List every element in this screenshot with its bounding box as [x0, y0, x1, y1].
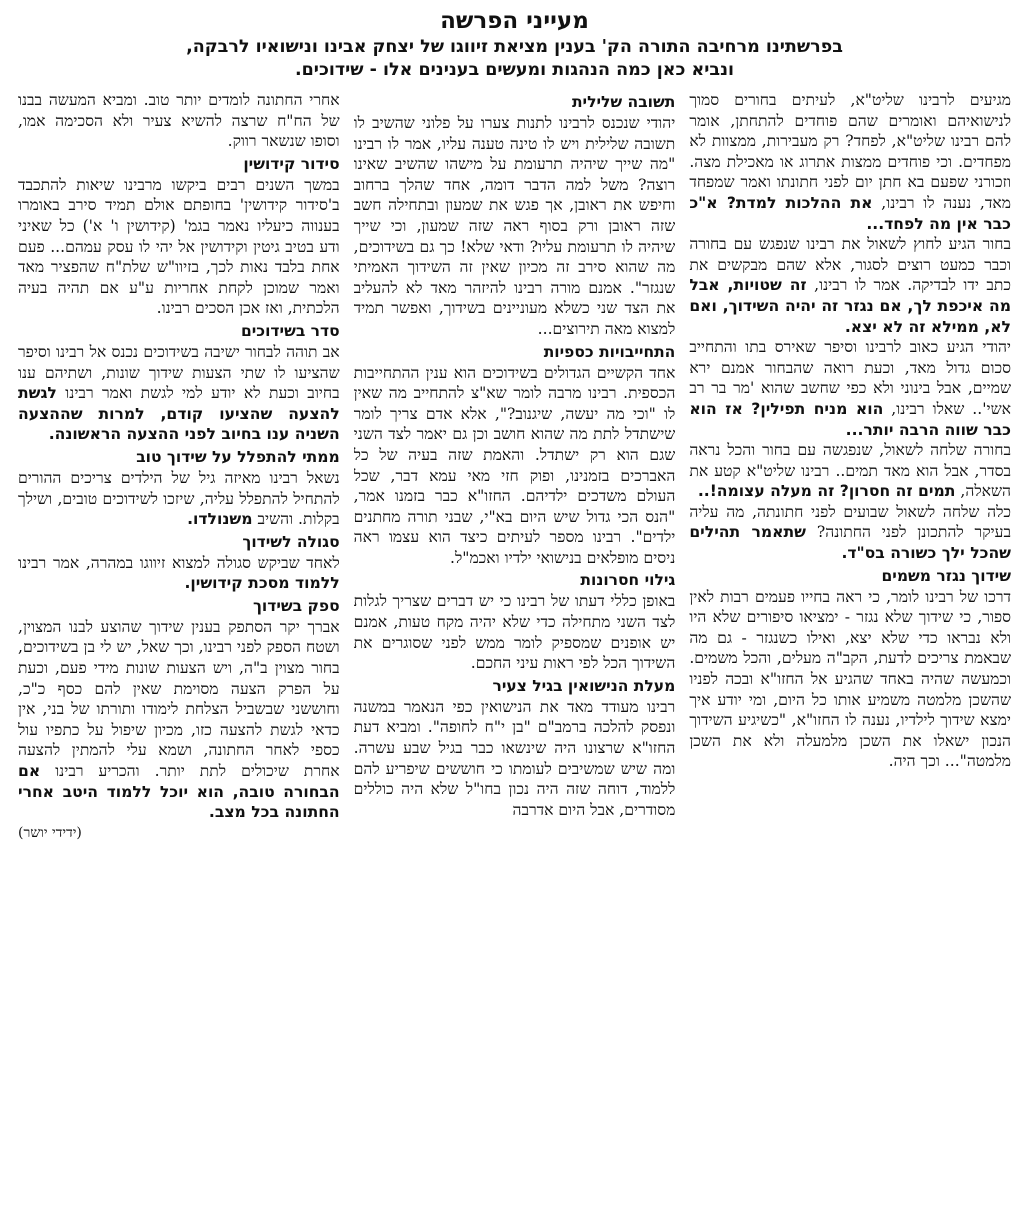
- subtitle-line-1: בפרשתינו מרחיבה התורה הק' בענין מציאת זיווגו של יצחק אבינו ונישואיו לרבקה,: [186, 37, 843, 57]
- section-heading: התחייבויות כספיות: [543, 342, 676, 361]
- article-columns: [18, 90, 1011, 1219]
- paragraph: לאחד שביקש סגולה למצוא זיווגו במהרה, אמר רבינו ללמוד מסכת קידושין.: [17, 553, 340, 593]
- paragraph: רבינו מעודד מאד את הנישואין כפי הנאמר במשנה ונפסק להלכה ברמב"ם "בן י"ח לחופה". ומביא דעת החזו"א שרצונו היה שינשאו כבר בגיל שבע עשרה. ומה שיש שמשיבים לעומתו כי חוששים שיפריע להם ללמוד, דוחה שזה היה נכון בחו"ל שלא היה כוללים מסודרים, אבל היום אדרבה: [353, 697, 676, 819]
- paragraph: מגיעים לרבינו שליט"א, לעיתים בחורים סמוך לנישואיהם ואומרים שהם פוחדים להתחתן, אומר להם רבינו שליט"א, לפחד? רק מעבירות, ממצוות לא מפחדים. וכי פוחדים ממצות אתרוג או מאכילת מצה. וזכורני שפעם בא חתן יום לפני חתונתו ואמר שמפחד מאד, נענה לו רבינו, את ההלכות למדת? א"כ כבר אין מה לפחד...: [689, 91, 1011, 233]
- section-heading: שידוך נגזר משמים: [881, 566, 1011, 585]
- section-heading: סגולה לשידוך: [242, 532, 340, 551]
- section-heading: סדר בשידוכים: [240, 321, 340, 340]
- paragraph: אחרי החתונה לומדים יותר טוב. ומביא המעשה בבנו של הח"ח שרצה להשיא צעיר ולא הסכימה אמו, וסופו שנשאר רווק.: [17, 91, 340, 151]
- paragraph: אברך יקר הסתפק בענין שידוך שהוצע לבנו המצוין, ושטח הספק לפני רבינו, וכך שאל, יש לי בן בשידוכים, בחור מצוין ב"ה, ויש הצעות שונות מידי פעם, וכעת על הפרק הצעה מסוימת שאין להם כסף כ"כ, וחוששני שבשביל הצלחת לימודו ותורתו של בני, אין כדאי לגשת להצעה כזו, מכיון שיפול על כתפיו עול כספי לאחר החתונה, ושמא עלי להמתין להצעה אחרת שיכולים לתת יותר. והכריע רבינו אם הבחורה טובה, הוא יוכל ללמוד היטב אחרי החתונה בכל מצב.: [17, 617, 340, 822]
- section-heading: תשובה שלילית: [571, 93, 676, 111]
- section-heading: ספק בשידוך: [252, 596, 340, 615]
- section-heading: מעלת הנישואין בגיל צעיר: [492, 676, 676, 695]
- paragraph: אחד הקשיים הגדולים בשידוכים הוא ענין ההתחייבות הכספית. רבינו מרבה לומר שא"צ להתחייב מה שאין לו "וכי מה יעשה, שיגנוב?", אלא אדם צריך לומר שישתדל לתת מה שהוא חושב וכן גם יאמר לצד השני שגם הוא רק ישתדל. והאמת שזה בעיה של כל האברכים בזמנינו, ופוק חזי מאי עמא דבר, שכל העולם משדכים ילדיהם. החזו"א כבר בזמנו אמר, "הנס הכי גדול שיש היום בא"י, שבני תורה מחתנים ילדים". רבינו מספר לעיתים כיצד הוא עצמו ראה ניסים מופלאים בנישואי ילדיו ואכמ"ל.: [353, 363, 676, 567]
- paragraph: באופן כללי דעתו של רבינו כי יש דברים שצריך לגלות לצד השני מתחילה כדי שלא יהיה מקח טעות, אמנם יש אופנים שמספיק לומר ממש לפני שסוגרים את השידוך הכל לפי ראות עיני החכם.: [353, 592, 676, 673]
- subtitle-line-2: ונביא כאן כמה הנהגות ומעשים בענינים אלו - שידוכים.: [294, 60, 735, 80]
- paragraph: בחורה שלחה לשאול, שנפגשה עם בחור והכל נראה בסדר, אבל הוא מאד תמים.. רבינו שליט"א קטע את השאלה, תמים זה חסרון? זה מעלה עצומה!..: [689, 441, 1011, 501]
- paragraph: בחור הגיע לחוץ לשאול את רבינו שנפגש עם בחורה וכבר כמעט רוצים לסגור, אלא שהם מבקשים את כתב ידו לבדיקה. אמר לו רבינו, זה שטויות, אבל מה איכפת לך, אם נגזר זה יהיה השידוך, ואם לא, ממילא זה לא יצא.: [689, 235, 1011, 336]
- column-left: [18, 90, 340, 1219]
- section-heading: גילוי חסרונות: [580, 571, 676, 590]
- paragraph: נשאל רבינו מאיזה גיל של הילדים צריכים ההורים להתחיל להתפלל עליה, שיזכו לשידוכים טובים, ושילך בקלות. והשיב משנולדו.: [17, 468, 340, 529]
- section-heading: ממתי להתפלל על שידוך טוב: [136, 447, 340, 466]
- paragraph: כלה שלחה לשאול שבועים לפני חתונתה, מה עליה בעיקר להתכונן לפני החתונה? שתאמר תהילים שהכל ילך כשורה בס"ד.: [689, 502, 1011, 563]
- column-right: [689, 90, 1011, 1219]
- paragraph: במשך השנים רבים ביקשו מרבינו שיאות להתכבד ב'סידור קידושין' בחופתם אולם תמיד סירב באומרו בענווה כיעליו נאמר בגמ' (קידושין ו' א') כל שאיני ודע בטיב גיטין וקידושין אל יהי לו עסק עמהם... פעם אחת בלבד נאות לכך, בזיוו"ש שלת"ח שהפציר מאד ואמר שמוכן לקחת אחריות ע"ע אם תהיה בעיה הלכתית, ואז אכן הסכים רבינו.: [17, 175, 340, 318]
- header: [18, 8, 1011, 81]
- paragraph: יהודי שנכנס לרבינו לתנות צערו על פלוני שהשיב לו תשובה שלילית ויש לו טינה טענה עליו, אמר לו רבינו "מה שייך שיהיה תרעומת על מישהו שהשיב שאינו רוצה? משל למה הדבר דומה, אחד שהלך ברחוב וחיפש את ראובן, אך פגש את שמעון ובתחילה חשב שזה ראובן ורק בסוף ראה שזה שמעון, וכי שייך שיהיה לו תרעומת עליו? ודאי שלא! כך גם בשידוכים, מה שהוא סירב זה מכיון שאין זה השידוך האמיתי שנגזר". אמנם מורה רבינו להיזהר מאד לא להעליב את הצד שני כשלא מעוניינים בשידוך, ואפשר תמיד למצוא מאה תירוצים...: [353, 114, 676, 338]
- section-heading: סידור קידושין: [243, 154, 340, 173]
- page-title: מעייני הפרשה: [440, 8, 589, 34]
- paragraph: יהודי הגיע כאוב לרבינו וסיפר שאירס בתו והתחייב סכום גדול מאד, וכעת רואה שהבחור אמנם ירא שמיים, אבל בינוני ולא כפי שחשב שהוא 'מר בר רב אשי'.. שאלו רבינו, הוא מניח תפילין? אז הוא כבר שווה הרבה יותר...: [689, 338, 1011, 439]
- signature: (ידידי יושר): [17, 824, 82, 841]
- column-middle: [354, 90, 676, 1219]
- paragraph: אב תוהה לבחור ישיבה בשידוכים נכנס אל רבינו וסיפר שהציעו לו שתי הצעות שידוך שונות, ושתיהם ענו בחיוב וכעת לא יודע למי לגשת ואמר רבינו לגשת להצעה שהציעו קודם, למרות שההצעה השניה ענו בחיוב לפני ההצעה הראשונה.: [17, 342, 340, 444]
- paragraph: דרכו של רבינו לומר, כי ראה בחייו פעמים רבות לאין ספור, כי שידוך שלא נגזר - ימציאו סיפורים שלא היו ולא נבראו כדי שלא יצא, ואילו כשנגזר - גם מה שבאמת צריכים לדעת, הקב"ה מעלים, והכל משמים. וכמעשה שהיה באחד שהגיע אל החזו"א ובכה לפניו שהשכן מלמטה משמיע אותו כל היום, ומי יודע איך ימצא שידוך לילדיו, נענה לו החזו"א, "כשיגיע השידוך הנכון ישאלו את השכן מלמעלה ולא את השכן מלמטה"... וכך היה.: [689, 587, 1011, 771]
